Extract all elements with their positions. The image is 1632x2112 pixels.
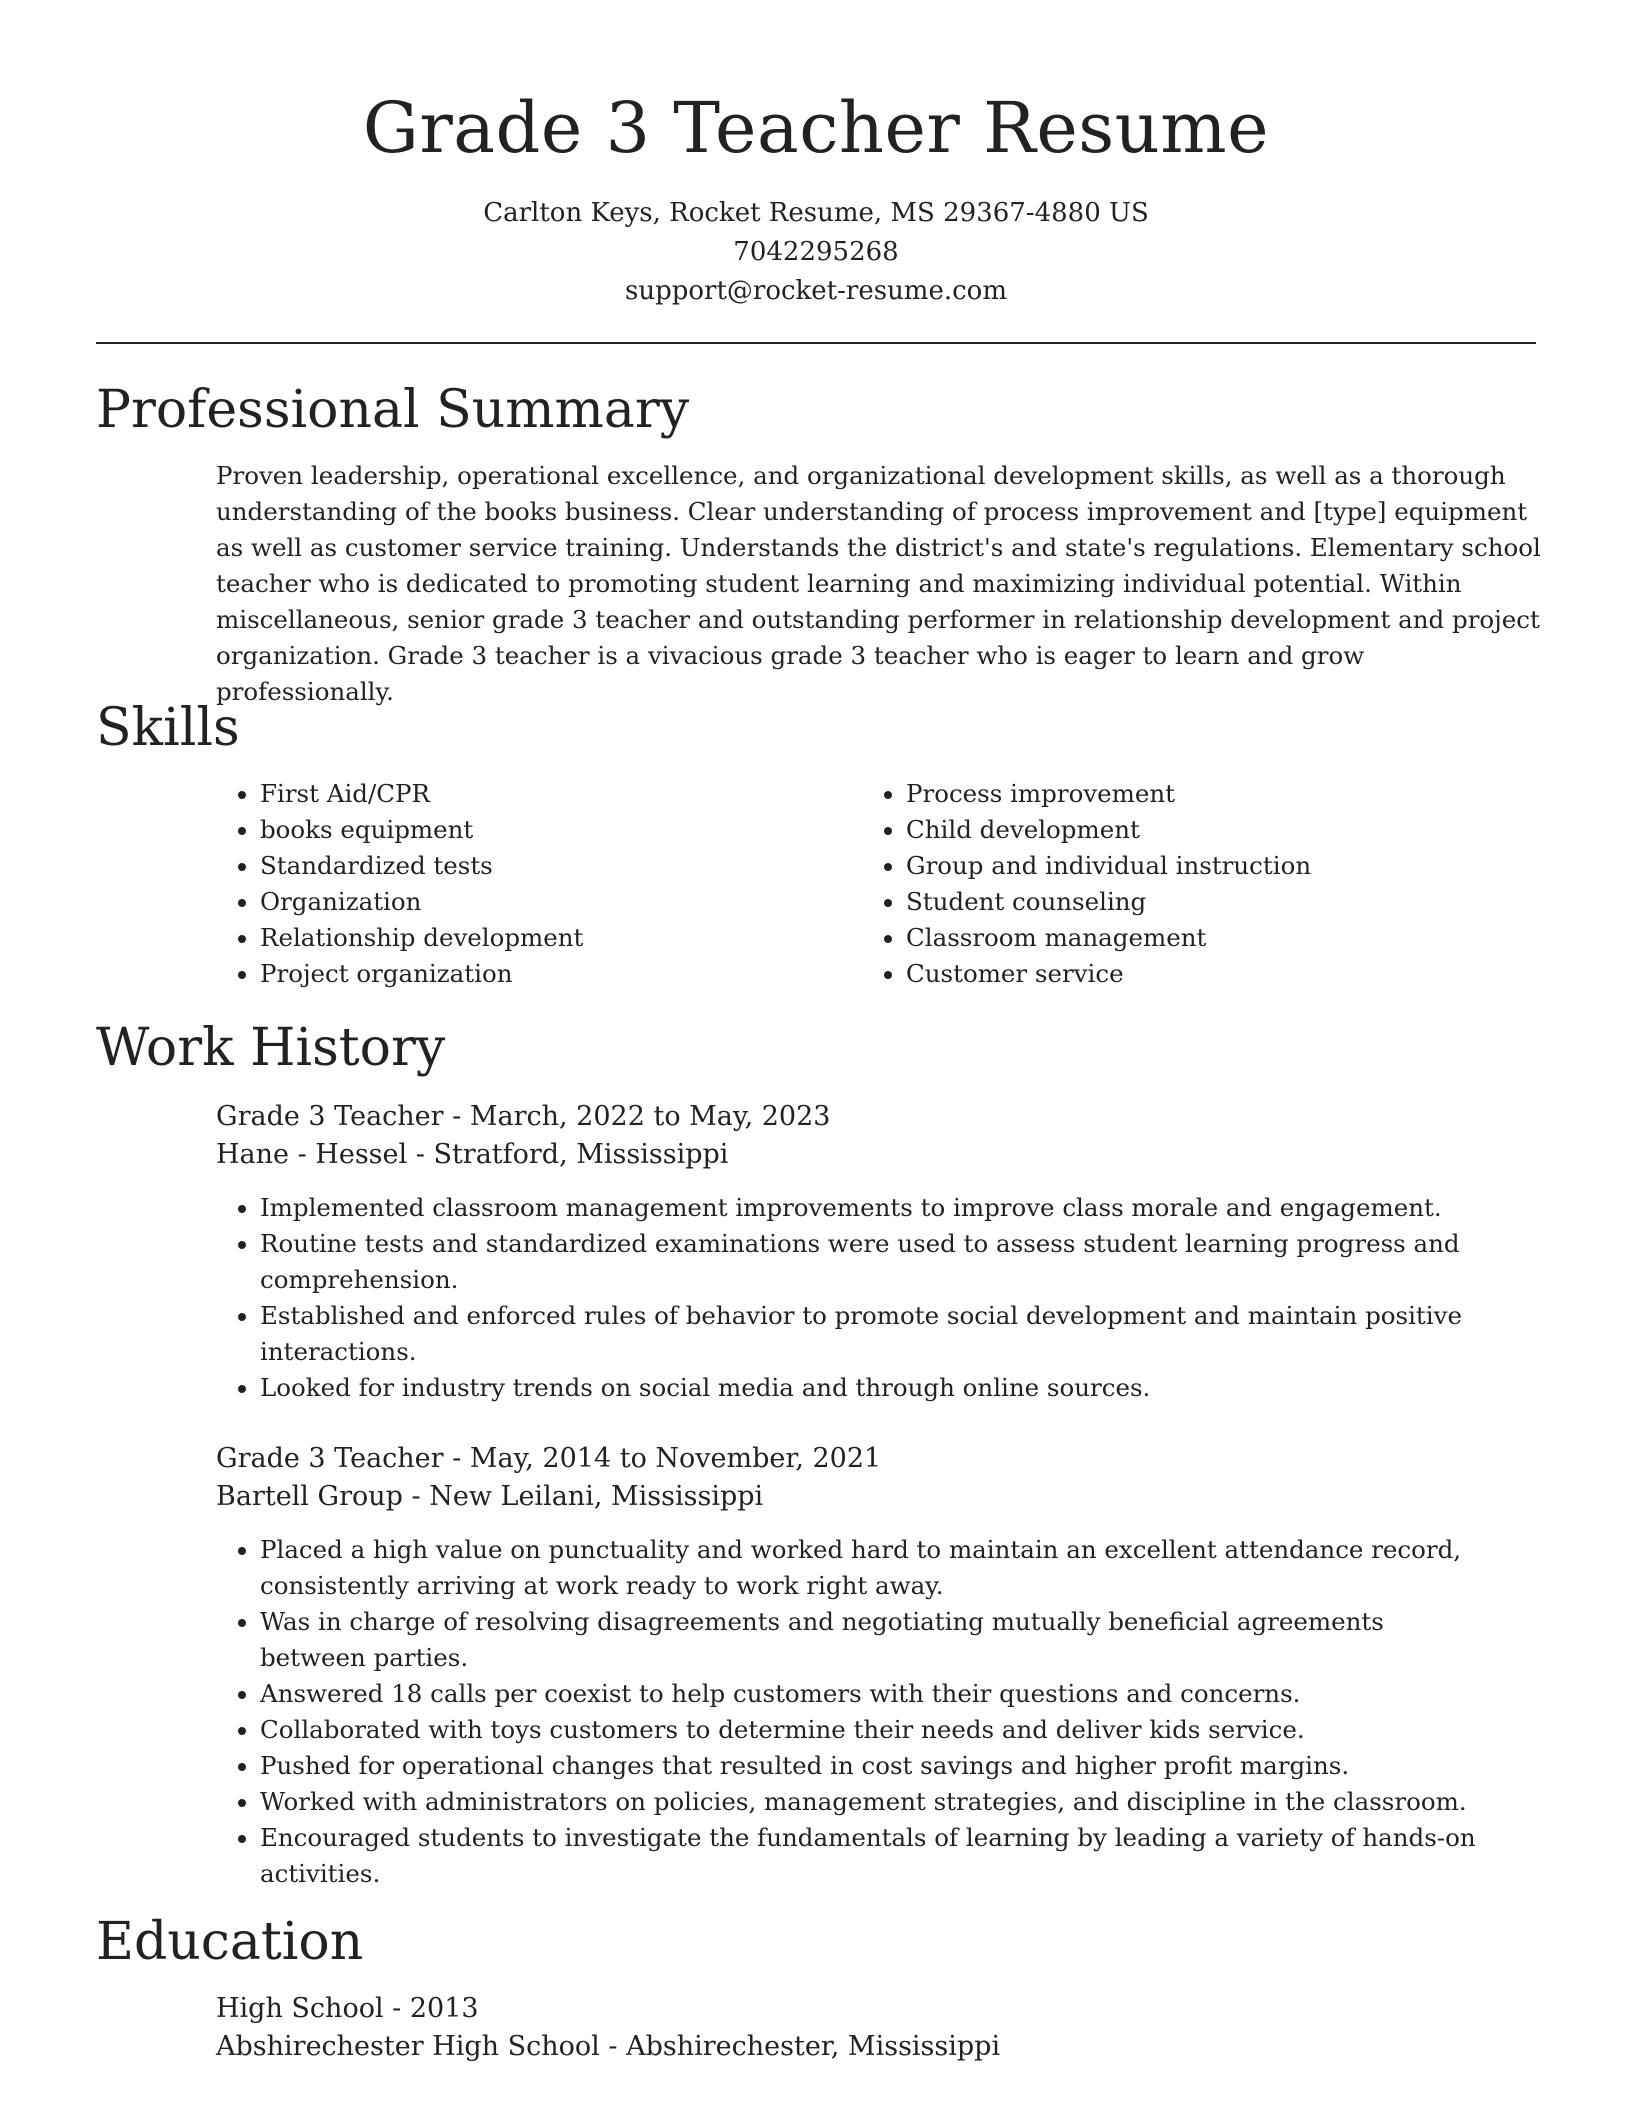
contact-address: Carlton Keys, Rocket Resume, MS 29367-4880 US (483, 198, 1149, 228)
skill-item: • Project organization (260, 956, 816, 992)
skill-item: • Customer service (906, 956, 1462, 992)
job-1-duties (216, 1190, 1496, 1406)
job-2-company: Bartell Group (216, 1481, 403, 1512)
resume-header (0, 0, 1632, 311)
skill-item: • Process improvement (906, 776, 1462, 812)
duty-item: • Worked with administrators on policies, management strategies, and discipline in the classroom. (260, 1784, 1496, 1820)
job-1-header (216, 1098, 830, 1174)
duty-item: • Placed a high value on punctuality and worked hard to maintain an excellent attendance record, consistently arriving at work ready to work right away. (260, 1532, 1496, 1604)
contact-block (0, 194, 1632, 311)
skill-item: • Classroom management (906, 920, 1462, 956)
job-2-location: - New Leilani, Mississippi (402, 1481, 764, 1512)
header-divider (96, 342, 1536, 344)
job-1-company: Hane - Hessel (216, 1139, 408, 1170)
job-1-company-line (216, 1136, 830, 1174)
duty-item: • Encouraged students to investigate the fundamentals of learning by leading a variety of hands-on activities. (260, 1820, 1496, 1892)
job-2-title-line (216, 1440, 881, 1478)
education-location: - Abshirechester, Mississippi (599, 2031, 1001, 2062)
skill-item: • Group and individual instruction (906, 848, 1462, 884)
job-2-dates: - May, 2014 to November, 2021 (443, 1443, 882, 1474)
education-school-line (216, 2028, 1000, 2066)
skill-item: • Child development (906, 812, 1462, 848)
education-degree-line (216, 1990, 1000, 2028)
duty-item: • Implemented classroom management improvements to improve class morale and engagement. (260, 1190, 1496, 1226)
job-1-dates: - March, 2022 to May, 2023 (443, 1101, 831, 1132)
skill-item: • Student counseling (906, 884, 1462, 920)
skills-column-left (216, 776, 816, 992)
skill-item: • books equipment (260, 812, 816, 848)
skill-item: • Relationship development (260, 920, 816, 956)
skill-item: • Standardized tests (260, 848, 816, 884)
job-2-role: Grade 3 Teacher (216, 1443, 444, 1474)
summary-heading: Professional Summary (96, 380, 690, 440)
duty-item: • Routine tests and standardized examinations were used to assess student learning progress and comprehension. (260, 1226, 1496, 1298)
duty-item: • Answered 18 calls per coexist to help customers with their questions and concerns. (260, 1676, 1496, 1712)
education-entry (216, 1990, 1000, 2066)
skill-item: • First Aid/CPR (260, 776, 816, 812)
contact-email: support@rocket-resume.com (624, 276, 1007, 306)
contact-phone: 7042295268 (733, 237, 899, 267)
education-degree: High School (216, 1993, 384, 2024)
duty-item: • Pushed for operational changes that resulted in cost savings and higher profit margins. (260, 1748, 1496, 1784)
summary-text: Proven leadership, operational excellence, and organizational development skills, as well as a thorough understanding of the books business. Clear understanding of process improvement and [type] equipment as well as customer service training. Understands the district's and state's regulations. Elementary school teacher who is dedicated to promoting student learning and maximizing individual potential. Within miscellaneous, senior grade 3 teacher and outstanding performer in relationship development and project organization. Grade 3 teacher is a vivacious grade 3 teacher who is eager to learn and grow professionally. (216, 461, 1541, 706)
duty-item: • Established and enforced rules of behavior to promote social development and maintain positive interactions. (260, 1298, 1496, 1370)
education-year: - 2013 (383, 1993, 479, 2024)
work-heading: Work History (96, 1018, 446, 1078)
job-2-header (216, 1440, 881, 1516)
education-heading: Education (96, 1912, 364, 1972)
duty-item: • Collaborated with toys customers to determine their needs and deliver kids service. (260, 1712, 1496, 1748)
job-1-location: - Stratford, Mississippi (407, 1139, 729, 1170)
resume-title: Grade 3 Teacher Resume (362, 87, 1270, 169)
skill-item: • Organization (260, 884, 816, 920)
education-school: Abshirechester High School (216, 2031, 600, 2062)
job-2-duties (216, 1532, 1496, 1892)
job-2-company-line (216, 1478, 881, 1516)
job-1-role: Grade 3 Teacher (216, 1101, 444, 1132)
duty-item: • Looked for industry trends on social media and through online sources. (260, 1370, 1496, 1406)
job-1-title-line (216, 1098, 830, 1136)
skills-column-right (862, 776, 1462, 992)
skills-heading: Skills (96, 698, 240, 758)
duty-item: • Was in charge of resolving disagreements and negotiating mutually beneficial agreements between parties. (260, 1604, 1496, 1676)
